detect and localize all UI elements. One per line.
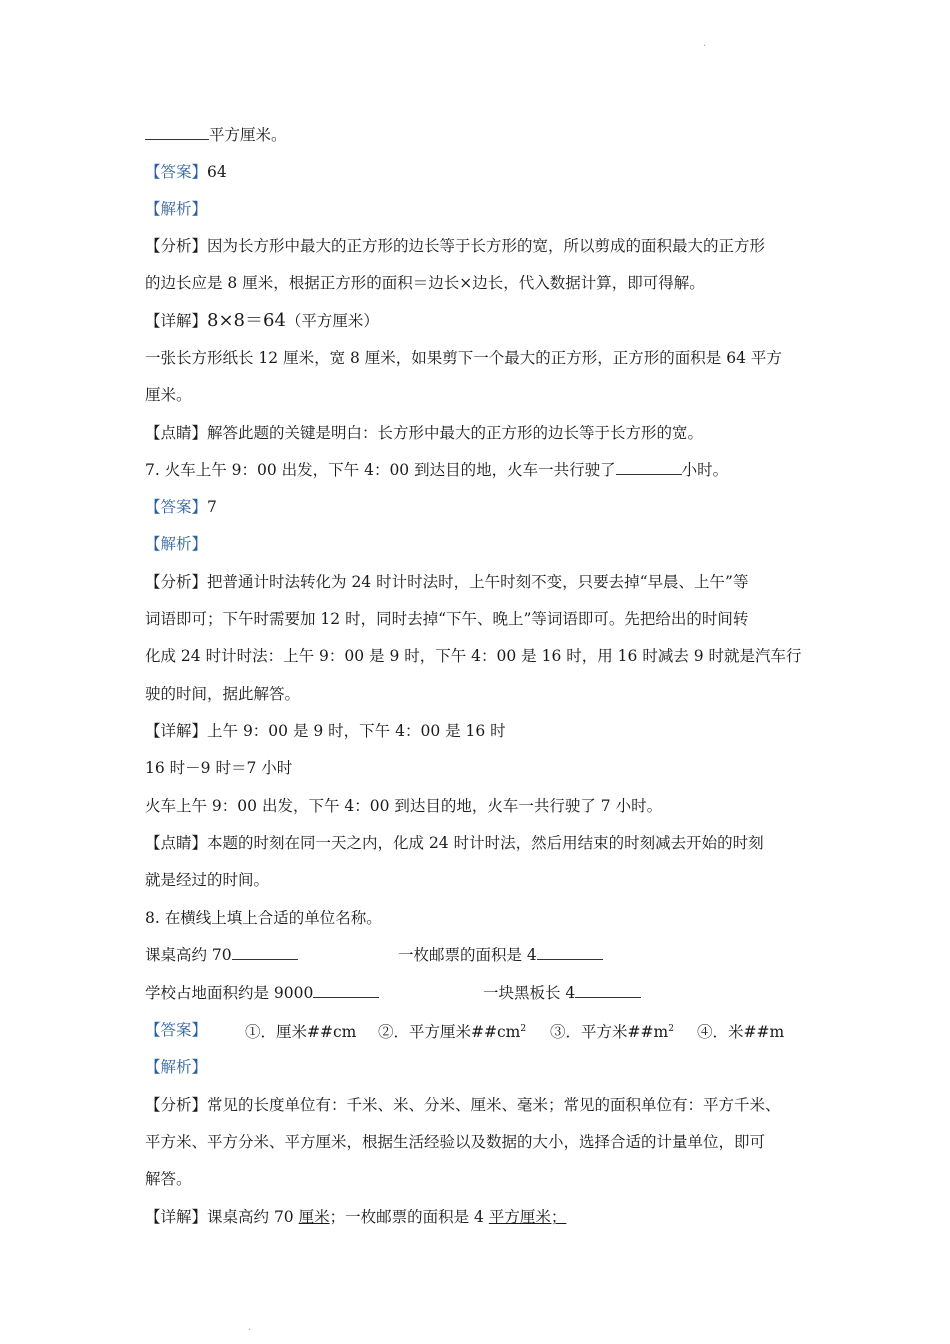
fenxi-tag: 【分析】 bbox=[145, 237, 208, 255]
q7-analysis-tag: 【解析】 bbox=[145, 535, 208, 553]
q7-fenxi-3: 化成 24 时计时法：上午 9：00 是 9 时，下午 4：00 是 16 时，用 16 时减去 9 时就是汽车行 bbox=[145, 647, 802, 665]
q7-fenxi-4: 驶的时间，据此解答。 bbox=[145, 685, 301, 703]
answer-blank bbox=[616, 460, 682, 475]
q7-fenxi-1 bbox=[145, 572, 748, 592]
answer-blank bbox=[313, 983, 379, 998]
answer-tag: 【答案】 bbox=[145, 498, 208, 516]
answer-option-4: ④．米##m bbox=[697, 1023, 785, 1041]
q7-question-text: 7. 火车上午 9：00 出发，下午 4：00 到达目的地，火车一共行驶了 bbox=[145, 461, 616, 479]
header-dot: . bbox=[703, 38, 707, 49]
dianjing-tag: 【点睛】 bbox=[145, 424, 208, 442]
xiangjie-text: 上午 9：00 是 9 时，下午 4：00 是 16 时 bbox=[207, 722, 506, 740]
q7-xiangjie-3: 火车上午 9：00 出发，下午 4：00 到达目的地，火车一共行驶了 7 小时。 bbox=[145, 797, 663, 815]
xiangjie-tag: 【详解】 bbox=[145, 312, 208, 330]
fenxi-text: 因为长方形中最大的正方形的边长等于长方形的宽，所以剪成的面积最大的正方形 bbox=[207, 237, 766, 255]
q6-fenxi-1 bbox=[145, 236, 765, 256]
dianjing-tag: 【点睛】 bbox=[145, 834, 208, 852]
q6-answer bbox=[145, 162, 227, 182]
formula-unit: （平方厘米） bbox=[285, 312, 379, 330]
q8-answer bbox=[145, 1020, 207, 1040]
q8-item-1 bbox=[145, 945, 298, 965]
q6-xiangjie-2: 厘米。 bbox=[145, 386, 192, 404]
q6-question-tail bbox=[145, 125, 287, 145]
q6-xiangjie bbox=[145, 311, 379, 331]
answer-tag: 【答案】 bbox=[145, 1021, 208, 1039]
dianjing-text: 本题的时刻在同一天之内，化成 24 时计时法，然后用结束的时刻减去开始的时刻 bbox=[207, 834, 764, 852]
answer-blank bbox=[575, 983, 641, 998]
xiangjie-text: 课桌高约 70 bbox=[207, 1208, 299, 1226]
xiangjie-tag: 【详解】 bbox=[145, 1208, 208, 1226]
xiangjie-tag: 【详解】 bbox=[145, 722, 208, 740]
q8-analysis-tag: 【解析】 bbox=[145, 1058, 208, 1076]
q6-analysis-tag: 【解析】 bbox=[145, 200, 208, 218]
footer-dot: . bbox=[248, 1322, 252, 1333]
xiangjie-text: ；一枚邮票的面积是 4 bbox=[329, 1208, 489, 1226]
answer-value: 7 bbox=[207, 498, 217, 516]
q8-fenxi-2: 平方米、平方分米、平方厘米，根据生活经验以及数据的大小，选择合适的计量单位，即可 bbox=[145, 1133, 766, 1151]
q6-fenxi-2: 的边长应是 8 厘米，根据正方形的面积＝边长×边长，代入数据计算，即可得解。 bbox=[145, 274, 705, 292]
q8-item-3 bbox=[145, 983, 379, 1003]
q8-fenxi-3: 解答。 bbox=[145, 1170, 192, 1188]
answer-value: 64 bbox=[207, 163, 227, 181]
dianjing-text: 解答此题的关键是明白：长方形中最大的正方形的边长等于长方形的宽。 bbox=[207, 424, 704, 442]
item-text: 课桌高约 70 bbox=[145, 946, 232, 964]
underlined-answer: 厘米 bbox=[298, 1208, 330, 1226]
answer-tag: 【答案】 bbox=[145, 163, 208, 181]
item-text: 一块黑板长 4 bbox=[483, 984, 576, 1002]
q7-xiangjie bbox=[145, 721, 506, 741]
q7-dianjing bbox=[145, 833, 764, 853]
q7-xiangjie-2: 16 时－9 时＝7 小时 bbox=[145, 759, 293, 777]
q8-item-2 bbox=[398, 945, 603, 965]
q6-xiangjie-1: 一张长方形纸长 12 厘米，宽 8 厘米，如果剪下一个最大的正方形，正方形的面积是 64 平方 bbox=[145, 349, 782, 367]
fenxi-tag: 【分析】 bbox=[145, 573, 208, 591]
q7-question-unit: 小时。 bbox=[681, 461, 729, 479]
option-text: ③．平方米##m bbox=[550, 1023, 669, 1041]
option-superscript: 2 bbox=[520, 1023, 527, 1034]
q7-fenxi-2: 词语即可；下午时需要加 12 时，同时去掉“下午、晚上”等词语即可。先把给出的时间转 bbox=[145, 610, 749, 628]
fenxi-tag: 【分析】 bbox=[145, 1096, 208, 1114]
item-text: 一枚邮票的面积是 4 bbox=[398, 946, 537, 964]
q8-question: 8. 在横线上填上合适的单位名称。 bbox=[145, 909, 382, 927]
answer-blank bbox=[232, 945, 298, 960]
q7-question bbox=[145, 460, 728, 480]
answer-blank bbox=[537, 945, 603, 960]
q8-item-4 bbox=[483, 983, 641, 1003]
formula: 8×8＝64 bbox=[207, 310, 286, 331]
answer-option-1: ①．厘米##cm bbox=[245, 1023, 357, 1041]
q7-answer bbox=[145, 497, 217, 517]
item-text: 学校占地面积约是 9000 bbox=[145, 984, 314, 1002]
option-superscript: 2 bbox=[668, 1023, 674, 1034]
fenxi-text: 把普通计时法转化为 24 时计时法时，上午时刻不变，只要去掉“早晨、上午”等 bbox=[207, 573, 749, 591]
answer-option-2 bbox=[378, 1020, 526, 1042]
option-text: ②．平方厘米##cm bbox=[378, 1023, 521, 1041]
answer-blank bbox=[145, 125, 209, 140]
unit-text: 平方厘米。 bbox=[209, 126, 287, 144]
q8-fenxi-1 bbox=[145, 1095, 781, 1115]
underlined-answer: 平方厘米； bbox=[488, 1208, 567, 1226]
fenxi-text: 常见的长度单位有：千米、米、分米、厘米、毫米；常见的面积单位有：平方千米、 bbox=[207, 1096, 781, 1114]
q7-dianjing-2: 就是经过的时间。 bbox=[145, 871, 270, 889]
q6-dianjing bbox=[145, 423, 703, 443]
answer-option-3 bbox=[550, 1020, 674, 1042]
q8-xiangjie bbox=[145, 1207, 566, 1227]
